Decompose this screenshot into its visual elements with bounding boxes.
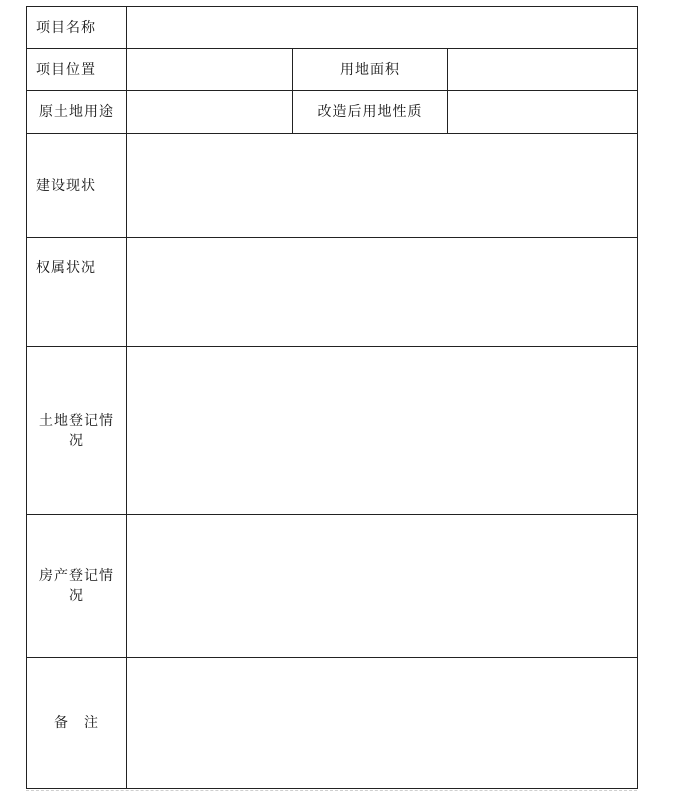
ownership-status-label: 权属状况 bbox=[27, 238, 127, 347]
row-project-name bbox=[27, 7, 638, 49]
project-name-label: 项目名称 bbox=[27, 7, 127, 49]
land-registration-label: 土地登记情况 bbox=[27, 347, 127, 515]
project-location-field[interactable] bbox=[127, 49, 293, 91]
row-property-registration bbox=[27, 515, 638, 658]
original-land-use-label: 原土地用途 bbox=[27, 91, 127, 134]
post-renovation-land-nature-field[interactable] bbox=[448, 91, 638, 134]
project-name-field[interactable] bbox=[127, 7, 638, 49]
remarks-field[interactable] bbox=[127, 658, 638, 789]
original-land-use-field[interactable] bbox=[127, 91, 293, 134]
page-bottom-divider bbox=[26, 790, 637, 791]
post-renovation-land-nature-label: 改造后用地性质 bbox=[293, 91, 448, 134]
construction-status-label: 建设现状 bbox=[27, 134, 127, 238]
row-land-registration bbox=[27, 347, 638, 515]
row-land-use bbox=[27, 91, 638, 134]
ownership-status-field[interactable] bbox=[127, 238, 638, 347]
row-ownership-status bbox=[27, 238, 638, 347]
remarks-label: 备 注 bbox=[27, 658, 127, 789]
project-info-form bbox=[26, 6, 638, 789]
land-registration-field[interactable] bbox=[127, 347, 638, 515]
project-location-label: 项目位置 bbox=[27, 49, 127, 91]
property-registration-field[interactable] bbox=[127, 515, 638, 658]
property-registration-label: 房产登记情况 bbox=[27, 515, 127, 658]
row-project-location bbox=[27, 49, 638, 91]
land-area-field[interactable] bbox=[448, 49, 638, 91]
row-construction-status bbox=[27, 134, 638, 238]
construction-status-field[interactable] bbox=[127, 134, 638, 238]
land-area-label: 用地面积 bbox=[293, 49, 448, 91]
row-remarks bbox=[27, 658, 638, 789]
